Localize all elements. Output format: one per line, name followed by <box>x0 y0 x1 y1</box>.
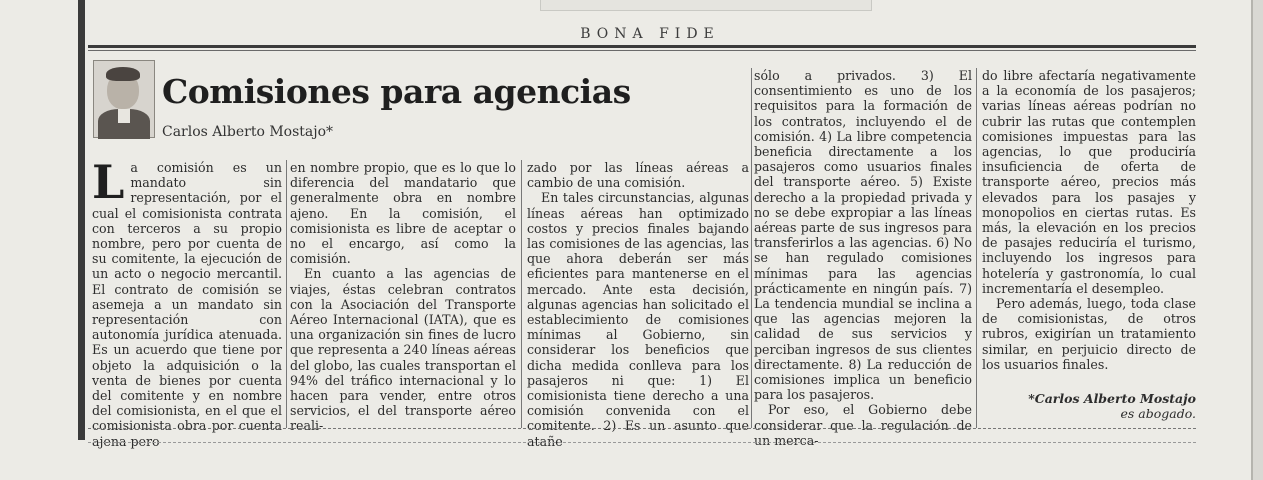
paragraph: sólo a privados. 3) El consentimiento es uno de los requisitos para la formación de los contratos, incluyendo el de comisión. 4) La libre competencia beneficia directamente a los pasajeros como usuarios finales del transporte aéreo. 5) Existe derecho a la propiedad privada y no se debe expropiar a las líneas aéreas parte de sus ingresos para transferirlos a las agencias. 6) No se han regulado comisiones mínimas para las agencias prácticamente en ningún país. 7) La tendencia mundial se inclina a que las agencias mejoren la calidad de sus servicios y perciban ingresos de sus clientes directamente. 8) La reducción de comisiones implica un beneficio para los pasajeros. <box>754 68 972 403</box>
author-photo <box>93 60 155 138</box>
paragraph: En tales circunstancias, algunas líneas aéreas han optimizado costos y precios finales bajando las comisiones de las agencias, las que ahora deberán ser más eficientes para mantenerse en el mercado. Ante esta decisión, algunas agencias han solicitado el establecimiento de comisiones mínimas al Gobierno, sin considerar los beneficios que dicha medida conlleva para los pasajeros ni que: 1) El comisionista tiene derecho a una comisión convenida con el comitente. 2) Es un asunto que atañe <box>527 190 749 449</box>
article-column-3 <box>527 160 749 449</box>
paragraph: do libre afectaría negativamente a la economía de los pasajeros; varias líneas aéreas podrían no cubrir las rutas que contemplen comisiones impuestas para las agencias, lo que produciría insuficiencia de oferta de transporte aéreo, precios más elevados para los pasajes y monopolios en ciertas rutas. Es más, la elevación en los precios de pasajes reduciría el turismo, incluyendo los ingresos para hotelería y gastronomía, lo cual incrementaría el desempleo. <box>982 68 1196 296</box>
footer-rule <box>88 428 1196 430</box>
footer-rule-lower <box>88 442 1196 444</box>
page-fold-edge <box>1251 0 1263 480</box>
paragraph: a comisión es un mandato sin representación, por el cual el comisionista contrata con terceros a su propio nombre, pero por cuenta de su comitente, la ejecución de un acto o negocio mercantil. El contrato de comisión se asemeja a un mandato sin representación con autonomía jurídica atenuada. Es un acuerdo que tiene por objeto la adquisición o la venta de bienes por cuenta del comitente y en nombre del comisionista, en el que el comisionista obra por cuenta ajena pero <box>92 160 282 449</box>
article-headline: Comisiones para agencias <box>162 72 631 111</box>
article-column-2 <box>290 160 516 434</box>
article-column-1 <box>92 155 282 449</box>
left-margin-bar <box>78 0 85 440</box>
header-rule-thin <box>88 50 1196 51</box>
column-divider <box>286 160 287 428</box>
column-divider <box>521 160 522 428</box>
article-byline: Carlos Alberto Mostajo* <box>162 124 334 140</box>
paragraph: zado por las líneas aéreas a cambio de una comisión. <box>527 160 749 191</box>
paragraph: Por eso, el Gobierno debe considerar que la regulación de un merca- <box>754 402 972 448</box>
article-column-5 <box>982 68 1196 372</box>
article-column-4 <box>754 68 972 448</box>
header-rule <box>88 45 1196 48</box>
paragraph: Pero además, luego, toda clase de comisionistas, de otros rubros, exigirían un tratamiento similar, en perjuicio directo de los usuarios finales. <box>982 296 1196 372</box>
author-signature <box>982 391 1196 421</box>
column-divider <box>976 68 977 428</box>
adjacent-page-edge <box>540 0 872 11</box>
paragraph: en nombre propio, que es lo que lo diferencia del mandatario que generalmente obra en nombre ajeno. En la comisión, el comisionista es libre de aceptar o no el encargo, así como la comisión. <box>290 160 516 267</box>
column-divider <box>751 68 752 428</box>
drop-cap: L <box>92 155 125 209</box>
signature-name: *Carlos Alberto Mostajo <box>1028 391 1196 406</box>
signature-role: es abogado. <box>1120 406 1196 421</box>
paragraph: En cuanto a las agencias de viajes, éstas celebran contratos con la Asociación del Transporte Aéreo Internacional (IATA), que es una organización sin fines de lucro que representa a 240 líneas aéreas del globo, las cuales transportan el 94% del tráfico internacional y lo hacen para vender, entre otros servicios, el del transporte aéreo reali- <box>290 266 516 434</box>
section-title: BONA FIDE <box>580 26 720 42</box>
